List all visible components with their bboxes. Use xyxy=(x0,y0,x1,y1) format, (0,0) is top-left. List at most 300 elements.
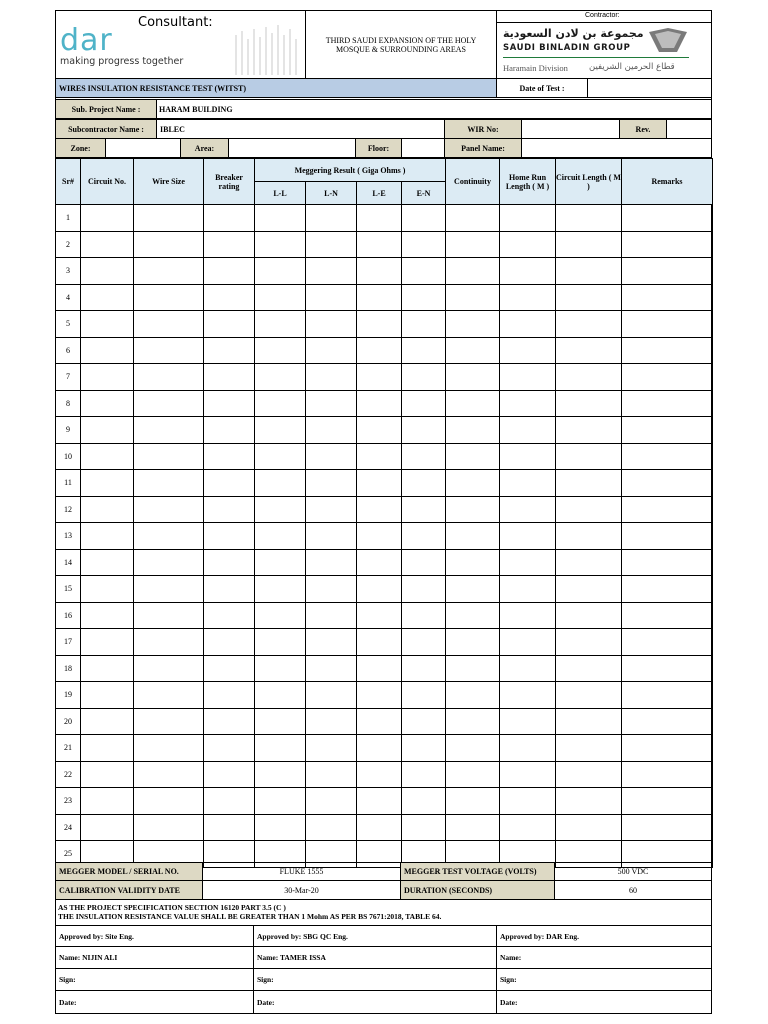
cell-ln[interactable] xyxy=(306,576,357,603)
cell-home-run[interactable] xyxy=(500,496,556,523)
cell-le[interactable] xyxy=(357,682,402,709)
cell-remarks[interactable] xyxy=(622,496,713,523)
cell-continuity[interactable] xyxy=(446,523,500,550)
cell-circuit[interactable] xyxy=(81,284,134,311)
area-field[interactable] xyxy=(228,138,356,158)
cell-circuit[interactable] xyxy=(81,390,134,417)
cell-continuity[interactable] xyxy=(446,258,500,285)
cell-continuity[interactable] xyxy=(446,576,500,603)
cell-breaker[interactable] xyxy=(204,417,255,444)
cell-en[interactable] xyxy=(402,258,446,285)
zone-field[interactable] xyxy=(105,138,181,158)
cell-le[interactable] xyxy=(357,814,402,841)
cell-home-run[interactable] xyxy=(500,231,556,258)
cell-ln[interactable] xyxy=(306,655,357,682)
cell-ln[interactable] xyxy=(306,788,357,815)
cell-wire[interactable] xyxy=(134,337,204,364)
megger-voltage-label: MEGGER TEST VOLTAGE (VOLTS) xyxy=(400,862,555,881)
cell-ln[interactable] xyxy=(306,284,357,311)
cell-ll[interactable] xyxy=(255,814,306,841)
cell-ll[interactable] xyxy=(255,523,306,550)
cell-ll[interactable] xyxy=(255,708,306,735)
cell-ll[interactable] xyxy=(255,443,306,470)
cell-en[interactable] xyxy=(402,523,446,550)
cell-ll[interactable] xyxy=(255,205,306,232)
cell-continuity[interactable] xyxy=(446,417,500,444)
cell-wire[interactable] xyxy=(134,629,204,656)
cell-remarks[interactable] xyxy=(622,390,713,417)
cell-home-run[interactable] xyxy=(500,576,556,603)
cell-le[interactable] xyxy=(357,337,402,364)
site-approval-name[interactable]: Name: NIJIN ALI xyxy=(55,946,254,969)
cell-circuit[interactable] xyxy=(81,629,134,656)
cell-breaker[interactable] xyxy=(204,390,255,417)
floor-field[interactable] xyxy=(401,138,445,158)
cell-breaker[interactable] xyxy=(204,311,255,338)
cell-circuit-length[interactable] xyxy=(556,364,622,391)
cell-wire[interactable] xyxy=(134,470,204,497)
cell-ln[interactable] xyxy=(306,258,357,285)
cell-ln[interactable] xyxy=(306,761,357,788)
date-of-test-field[interactable] xyxy=(587,78,712,98)
cell-home-run[interactable] xyxy=(500,523,556,550)
cell-remarks[interactable] xyxy=(622,311,713,338)
cell-remarks[interactable] xyxy=(622,602,713,629)
cell-en[interactable] xyxy=(402,655,446,682)
cell-le[interactable] xyxy=(357,231,402,258)
cell-wire[interactable] xyxy=(134,602,204,629)
site-approval-date[interactable]: Date: xyxy=(55,990,254,1014)
cell-remarks[interactable] xyxy=(622,814,713,841)
cell-breaker[interactable] xyxy=(204,549,255,576)
cell-continuity[interactable] xyxy=(446,788,500,815)
cell-ln[interactable] xyxy=(306,390,357,417)
cell-ll[interactable] xyxy=(255,788,306,815)
cell-ln[interactable] xyxy=(306,364,357,391)
cell-wire[interactable] xyxy=(134,682,204,709)
cell-en[interactable] xyxy=(402,470,446,497)
cell-home-run[interactable] xyxy=(500,337,556,364)
cell-ll[interactable] xyxy=(255,231,306,258)
cell-wire[interactable] xyxy=(134,258,204,285)
cell-le[interactable] xyxy=(357,629,402,656)
cell-ln[interactable] xyxy=(306,549,357,576)
cell-circuit[interactable] xyxy=(81,337,134,364)
cell-remarks[interactable] xyxy=(622,682,713,709)
cell-wire[interactable] xyxy=(134,761,204,788)
cell-circuit[interactable] xyxy=(81,788,134,815)
cell-circuit[interactable] xyxy=(81,602,134,629)
cell-le[interactable] xyxy=(357,205,402,232)
duration-value[interactable]: 60 xyxy=(554,880,712,900)
cell-sr: 5 xyxy=(56,311,81,338)
cell-circuit[interactable] xyxy=(81,576,134,603)
cell-ln[interactable] xyxy=(306,814,357,841)
cell-remarks[interactable] xyxy=(622,284,713,311)
col-le: L-E xyxy=(357,182,402,205)
cell-breaker[interactable] xyxy=(204,364,255,391)
cell-circuit[interactable] xyxy=(81,470,134,497)
cell-en[interactable] xyxy=(402,205,446,232)
cell-circuit-length[interactable] xyxy=(556,470,622,497)
cell-breaker[interactable] xyxy=(204,735,255,762)
cell-le[interactable] xyxy=(357,708,402,735)
cell-circuit[interactable] xyxy=(81,364,134,391)
cell-home-run[interactable] xyxy=(500,443,556,470)
megger-model-label: MEGGER MODEL / SERIAL NO. xyxy=(55,862,203,881)
cell-ln[interactable] xyxy=(306,470,357,497)
cell-le[interactable] xyxy=(357,523,402,550)
cell-continuity[interactable] xyxy=(446,470,500,497)
cell-breaker[interactable] xyxy=(204,788,255,815)
cell-home-run[interactable] xyxy=(500,735,556,762)
dar-approval-date[interactable]: Date: xyxy=(496,990,712,1014)
table-row xyxy=(56,682,713,709)
dar-tagline: making progress together xyxy=(60,56,184,67)
cell-en[interactable] xyxy=(402,284,446,311)
cell-breaker[interactable] xyxy=(204,761,255,788)
cell-wire[interactable] xyxy=(134,205,204,232)
cell-sr: 14 xyxy=(56,549,81,576)
cell-breaker[interactable] xyxy=(204,708,255,735)
cell-en[interactable] xyxy=(402,364,446,391)
cell-en[interactable] xyxy=(402,576,446,603)
cell-circuit[interactable] xyxy=(81,496,134,523)
cell-ll[interactable] xyxy=(255,364,306,391)
cell-ll[interactable] xyxy=(255,337,306,364)
cell-wire[interactable] xyxy=(134,708,204,735)
cell-remarks[interactable] xyxy=(622,549,713,576)
cell-wire[interactable] xyxy=(134,496,204,523)
cell-circuit-length[interactable] xyxy=(556,708,622,735)
cell-ll[interactable] xyxy=(255,470,306,497)
cell-circuit-length[interactable] xyxy=(556,496,622,523)
cell-continuity[interactable] xyxy=(446,602,500,629)
cell-ln[interactable] xyxy=(306,417,357,444)
zone-label: Zone: xyxy=(55,138,106,158)
cell-breaker[interactable] xyxy=(204,655,255,682)
megger-model-value[interactable]: FLUKE 1555 xyxy=(202,862,401,881)
cell-breaker[interactable] xyxy=(204,443,255,470)
cell-wire[interactable] xyxy=(134,814,204,841)
cell-ll[interactable] xyxy=(255,311,306,338)
cell-breaker[interactable] xyxy=(204,284,255,311)
cell-remarks[interactable] xyxy=(622,735,713,762)
cell-home-run[interactable] xyxy=(500,258,556,285)
cell-le[interactable] xyxy=(357,735,402,762)
cell-en[interactable] xyxy=(402,496,446,523)
cell-en[interactable] xyxy=(402,814,446,841)
cell-ln[interactable] xyxy=(306,602,357,629)
cell-remarks[interactable] xyxy=(622,364,713,391)
sbg-approval-sign[interactable]: Sign: xyxy=(253,968,497,991)
cell-circuit-length[interactable] xyxy=(556,443,622,470)
cell-wire[interactable] xyxy=(134,231,204,258)
cell-home-run[interactable] xyxy=(500,284,556,311)
cell-continuity[interactable] xyxy=(446,231,500,258)
cell-continuity[interactable] xyxy=(446,496,500,523)
cell-ll[interactable] xyxy=(255,602,306,629)
cell-continuity[interactable] xyxy=(446,629,500,656)
cell-wire[interactable] xyxy=(134,576,204,603)
cell-home-run[interactable] xyxy=(500,390,556,417)
cell-circuit-length[interactable] xyxy=(556,788,622,815)
cell-en[interactable] xyxy=(402,629,446,656)
cell-ll[interactable] xyxy=(255,682,306,709)
cell-breaker[interactable] xyxy=(204,523,255,550)
cell-le[interactable] xyxy=(357,443,402,470)
cell-continuity[interactable] xyxy=(446,443,500,470)
cell-ln[interactable] xyxy=(306,496,357,523)
cell-en[interactable] xyxy=(402,708,446,735)
wir-field[interactable] xyxy=(521,119,620,139)
cell-en[interactable] xyxy=(402,417,446,444)
cell-en[interactable] xyxy=(402,443,446,470)
cell-remarks[interactable] xyxy=(622,470,713,497)
subcontractor-value[interactable]: IBLEC xyxy=(156,119,445,139)
cell-circuit[interactable] xyxy=(81,311,134,338)
sbg-approval-date[interactable]: Date: xyxy=(253,990,497,1014)
cell-continuity[interactable] xyxy=(446,708,500,735)
cell-wire[interactable] xyxy=(134,390,204,417)
cell-ll[interactable] xyxy=(255,258,306,285)
cell-home-run[interactable] xyxy=(500,788,556,815)
cell-wire[interactable] xyxy=(134,735,204,762)
cell-remarks[interactable] xyxy=(622,788,713,815)
cell-ln[interactable] xyxy=(306,311,357,338)
cell-remarks[interactable] xyxy=(622,205,713,232)
cell-home-run[interactable] xyxy=(500,708,556,735)
cell-sr: 18 xyxy=(56,655,81,682)
cell-breaker[interactable] xyxy=(204,258,255,285)
cell-en[interactable] xyxy=(402,337,446,364)
cell-ll[interactable] xyxy=(255,284,306,311)
panel-field[interactable] xyxy=(521,138,712,158)
cell-en[interactable] xyxy=(402,390,446,417)
cell-circuit[interactable] xyxy=(81,814,134,841)
table-row xyxy=(56,470,713,497)
cell-ln[interactable] xyxy=(306,231,357,258)
cell-home-run[interactable] xyxy=(500,549,556,576)
cell-circuit[interactable] xyxy=(81,417,134,444)
cell-ll[interactable] xyxy=(255,576,306,603)
cell-circuit-length[interactable] xyxy=(556,814,622,841)
cell-circuit-length[interactable] xyxy=(556,284,622,311)
cell-wire[interactable] xyxy=(134,655,204,682)
cell-home-run[interactable] xyxy=(500,470,556,497)
cell-circuit-length[interactable] xyxy=(556,655,622,682)
cell-en[interactable] xyxy=(402,602,446,629)
cell-circuit-length[interactable] xyxy=(556,735,622,762)
cell-home-run[interactable] xyxy=(500,364,556,391)
cell-home-run[interactable] xyxy=(500,417,556,444)
cell-continuity[interactable] xyxy=(446,205,500,232)
cell-breaker[interactable] xyxy=(204,205,255,232)
cell-remarks[interactable] xyxy=(622,761,713,788)
cell-continuity[interactable] xyxy=(446,337,500,364)
cell-continuity[interactable] xyxy=(446,284,500,311)
cell-circuit[interactable] xyxy=(81,655,134,682)
cell-en[interactable] xyxy=(402,761,446,788)
cell-home-run[interactable] xyxy=(500,602,556,629)
cell-le[interactable] xyxy=(357,284,402,311)
cell-le[interactable] xyxy=(357,761,402,788)
cell-breaker[interactable] xyxy=(204,682,255,709)
cell-breaker[interactable] xyxy=(204,576,255,603)
site-approval-sign[interactable]: Sign: xyxy=(55,968,254,991)
dar-approval-name[interactable]: Name: xyxy=(496,946,712,969)
cell-remarks[interactable] xyxy=(622,629,713,656)
cell-circuit-length[interactable] xyxy=(556,523,622,550)
cell-ln[interactable] xyxy=(306,523,357,550)
cell-le[interactable] xyxy=(357,390,402,417)
cell-circuit-length[interactable] xyxy=(556,576,622,603)
table-row xyxy=(56,761,713,788)
cell-wire[interactable] xyxy=(134,443,204,470)
cell-continuity[interactable] xyxy=(446,814,500,841)
cell-en[interactable] xyxy=(402,682,446,709)
cell-wire[interactable] xyxy=(134,788,204,815)
cell-en[interactable] xyxy=(402,231,446,258)
cell-wire[interactable] xyxy=(134,549,204,576)
table-row xyxy=(56,549,713,576)
sbg-approval-name[interactable]: Name: TAMER ISSA xyxy=(253,946,497,969)
cell-ln[interactable] xyxy=(306,682,357,709)
cell-continuity[interactable] xyxy=(446,311,500,338)
cell-circuit[interactable] xyxy=(81,205,134,232)
cell-circuit[interactable] xyxy=(81,761,134,788)
megger-voltage-value[interactable]: 500 VDC xyxy=(554,862,712,881)
cell-circuit-length[interactable] xyxy=(556,231,622,258)
dar-approval-sign[interactable]: Sign: xyxy=(496,968,712,991)
cell-remarks[interactable] xyxy=(622,417,713,444)
cell-le[interactable] xyxy=(357,364,402,391)
sub-project-value[interactable]: HARAM BUILDING xyxy=(159,104,233,114)
cell-ll[interactable] xyxy=(255,655,306,682)
cell-circuit[interactable] xyxy=(81,735,134,762)
cell-circuit[interactable] xyxy=(81,682,134,709)
cell-ll[interactable] xyxy=(255,735,306,762)
cell-continuity[interactable] xyxy=(446,390,500,417)
cell-en[interactable] xyxy=(402,735,446,762)
cell-circuit[interactable] xyxy=(81,549,134,576)
cell-breaker[interactable] xyxy=(204,470,255,497)
cell-le[interactable] xyxy=(357,470,402,497)
cell-le[interactable] xyxy=(357,496,402,523)
cell-wire[interactable] xyxy=(134,311,204,338)
cell-home-run[interactable] xyxy=(500,814,556,841)
cell-circuit-length[interactable] xyxy=(556,311,622,338)
cell-wire[interactable] xyxy=(134,523,204,550)
cell-en[interactable] xyxy=(402,311,446,338)
cell-ll[interactable] xyxy=(255,496,306,523)
cell-breaker[interactable] xyxy=(204,337,255,364)
cell-circuit[interactable] xyxy=(81,443,134,470)
cell-circuit[interactable] xyxy=(81,258,134,285)
cell-en[interactable] xyxy=(402,788,446,815)
cell-le[interactable] xyxy=(357,549,402,576)
cell-continuity[interactable] xyxy=(446,682,500,709)
cell-wire[interactable] xyxy=(134,417,204,444)
cell-circuit-length[interactable] xyxy=(556,549,622,576)
cell-remarks[interactable] xyxy=(622,708,713,735)
cell-ln[interactable] xyxy=(306,629,357,656)
cell-wire[interactable] xyxy=(134,284,204,311)
cell-ln[interactable] xyxy=(306,205,357,232)
cell-ll[interactable] xyxy=(255,761,306,788)
cell-le[interactable] xyxy=(357,417,402,444)
cell-en[interactable] xyxy=(402,549,446,576)
cell-home-run[interactable] xyxy=(500,629,556,656)
cell-breaker[interactable] xyxy=(204,602,255,629)
cell-le[interactable] xyxy=(357,311,402,338)
cell-circuit[interactable] xyxy=(81,231,134,258)
cell-ln[interactable] xyxy=(306,708,357,735)
cell-le[interactable] xyxy=(357,258,402,285)
calibration-value[interactable]: 30-Mar-20 xyxy=(202,880,401,900)
cell-home-run[interactable] xyxy=(500,311,556,338)
cell-remarks[interactable] xyxy=(622,576,713,603)
cell-breaker[interactable] xyxy=(204,496,255,523)
cell-circuit[interactable] xyxy=(81,708,134,735)
cell-home-run[interactable] xyxy=(500,682,556,709)
cell-ll[interactable] xyxy=(255,549,306,576)
cell-circuit-length[interactable] xyxy=(556,629,622,656)
cell-continuity[interactable] xyxy=(446,364,500,391)
cell-circuit-length[interactable] xyxy=(556,417,622,444)
cell-breaker[interactable] xyxy=(204,231,255,258)
cell-ll[interactable] xyxy=(255,390,306,417)
cell-circuit-length[interactable] xyxy=(556,761,622,788)
cell-ln[interactable] xyxy=(306,735,357,762)
cell-le[interactable] xyxy=(357,602,402,629)
cell-breaker[interactable] xyxy=(204,814,255,841)
cell-le[interactable] xyxy=(357,788,402,815)
cell-ln[interactable] xyxy=(306,337,357,364)
cell-ln[interactable] xyxy=(306,443,357,470)
cell-continuity[interactable] xyxy=(446,735,500,762)
cell-remarks[interactable] xyxy=(622,258,713,285)
cell-continuity[interactable] xyxy=(446,655,500,682)
cell-remarks[interactable] xyxy=(622,337,713,364)
cell-le[interactable] xyxy=(357,655,402,682)
cell-circuit-length[interactable] xyxy=(556,602,622,629)
cell-le[interactable] xyxy=(357,576,402,603)
cell-remarks[interactable] xyxy=(622,443,713,470)
cell-home-run[interactable] xyxy=(500,205,556,232)
cell-circuit-length[interactable] xyxy=(556,258,622,285)
cell-remarks[interactable] xyxy=(622,655,713,682)
cell-home-run[interactable] xyxy=(500,761,556,788)
cell-circuit-length[interactable] xyxy=(556,205,622,232)
cell-continuity[interactable] xyxy=(446,549,500,576)
cell-remarks[interactable] xyxy=(622,523,713,550)
cell-ll[interactable] xyxy=(255,629,306,656)
cell-breaker[interactable] xyxy=(204,629,255,656)
cell-remarks[interactable] xyxy=(622,231,713,258)
cell-continuity[interactable] xyxy=(446,761,500,788)
rev-field[interactable] xyxy=(666,119,712,139)
cell-wire[interactable] xyxy=(134,364,204,391)
cell-sr: 15 xyxy=(56,576,81,603)
cell-circuit[interactable] xyxy=(81,523,134,550)
cell-circuit-length[interactable] xyxy=(556,682,622,709)
col-breaker: Breaker rating xyxy=(204,159,255,205)
cell-ll[interactable] xyxy=(255,417,306,444)
cell-circuit-length[interactable] xyxy=(556,337,622,364)
cell-home-run[interactable] xyxy=(500,655,556,682)
cell-circuit-length[interactable] xyxy=(556,390,622,417)
